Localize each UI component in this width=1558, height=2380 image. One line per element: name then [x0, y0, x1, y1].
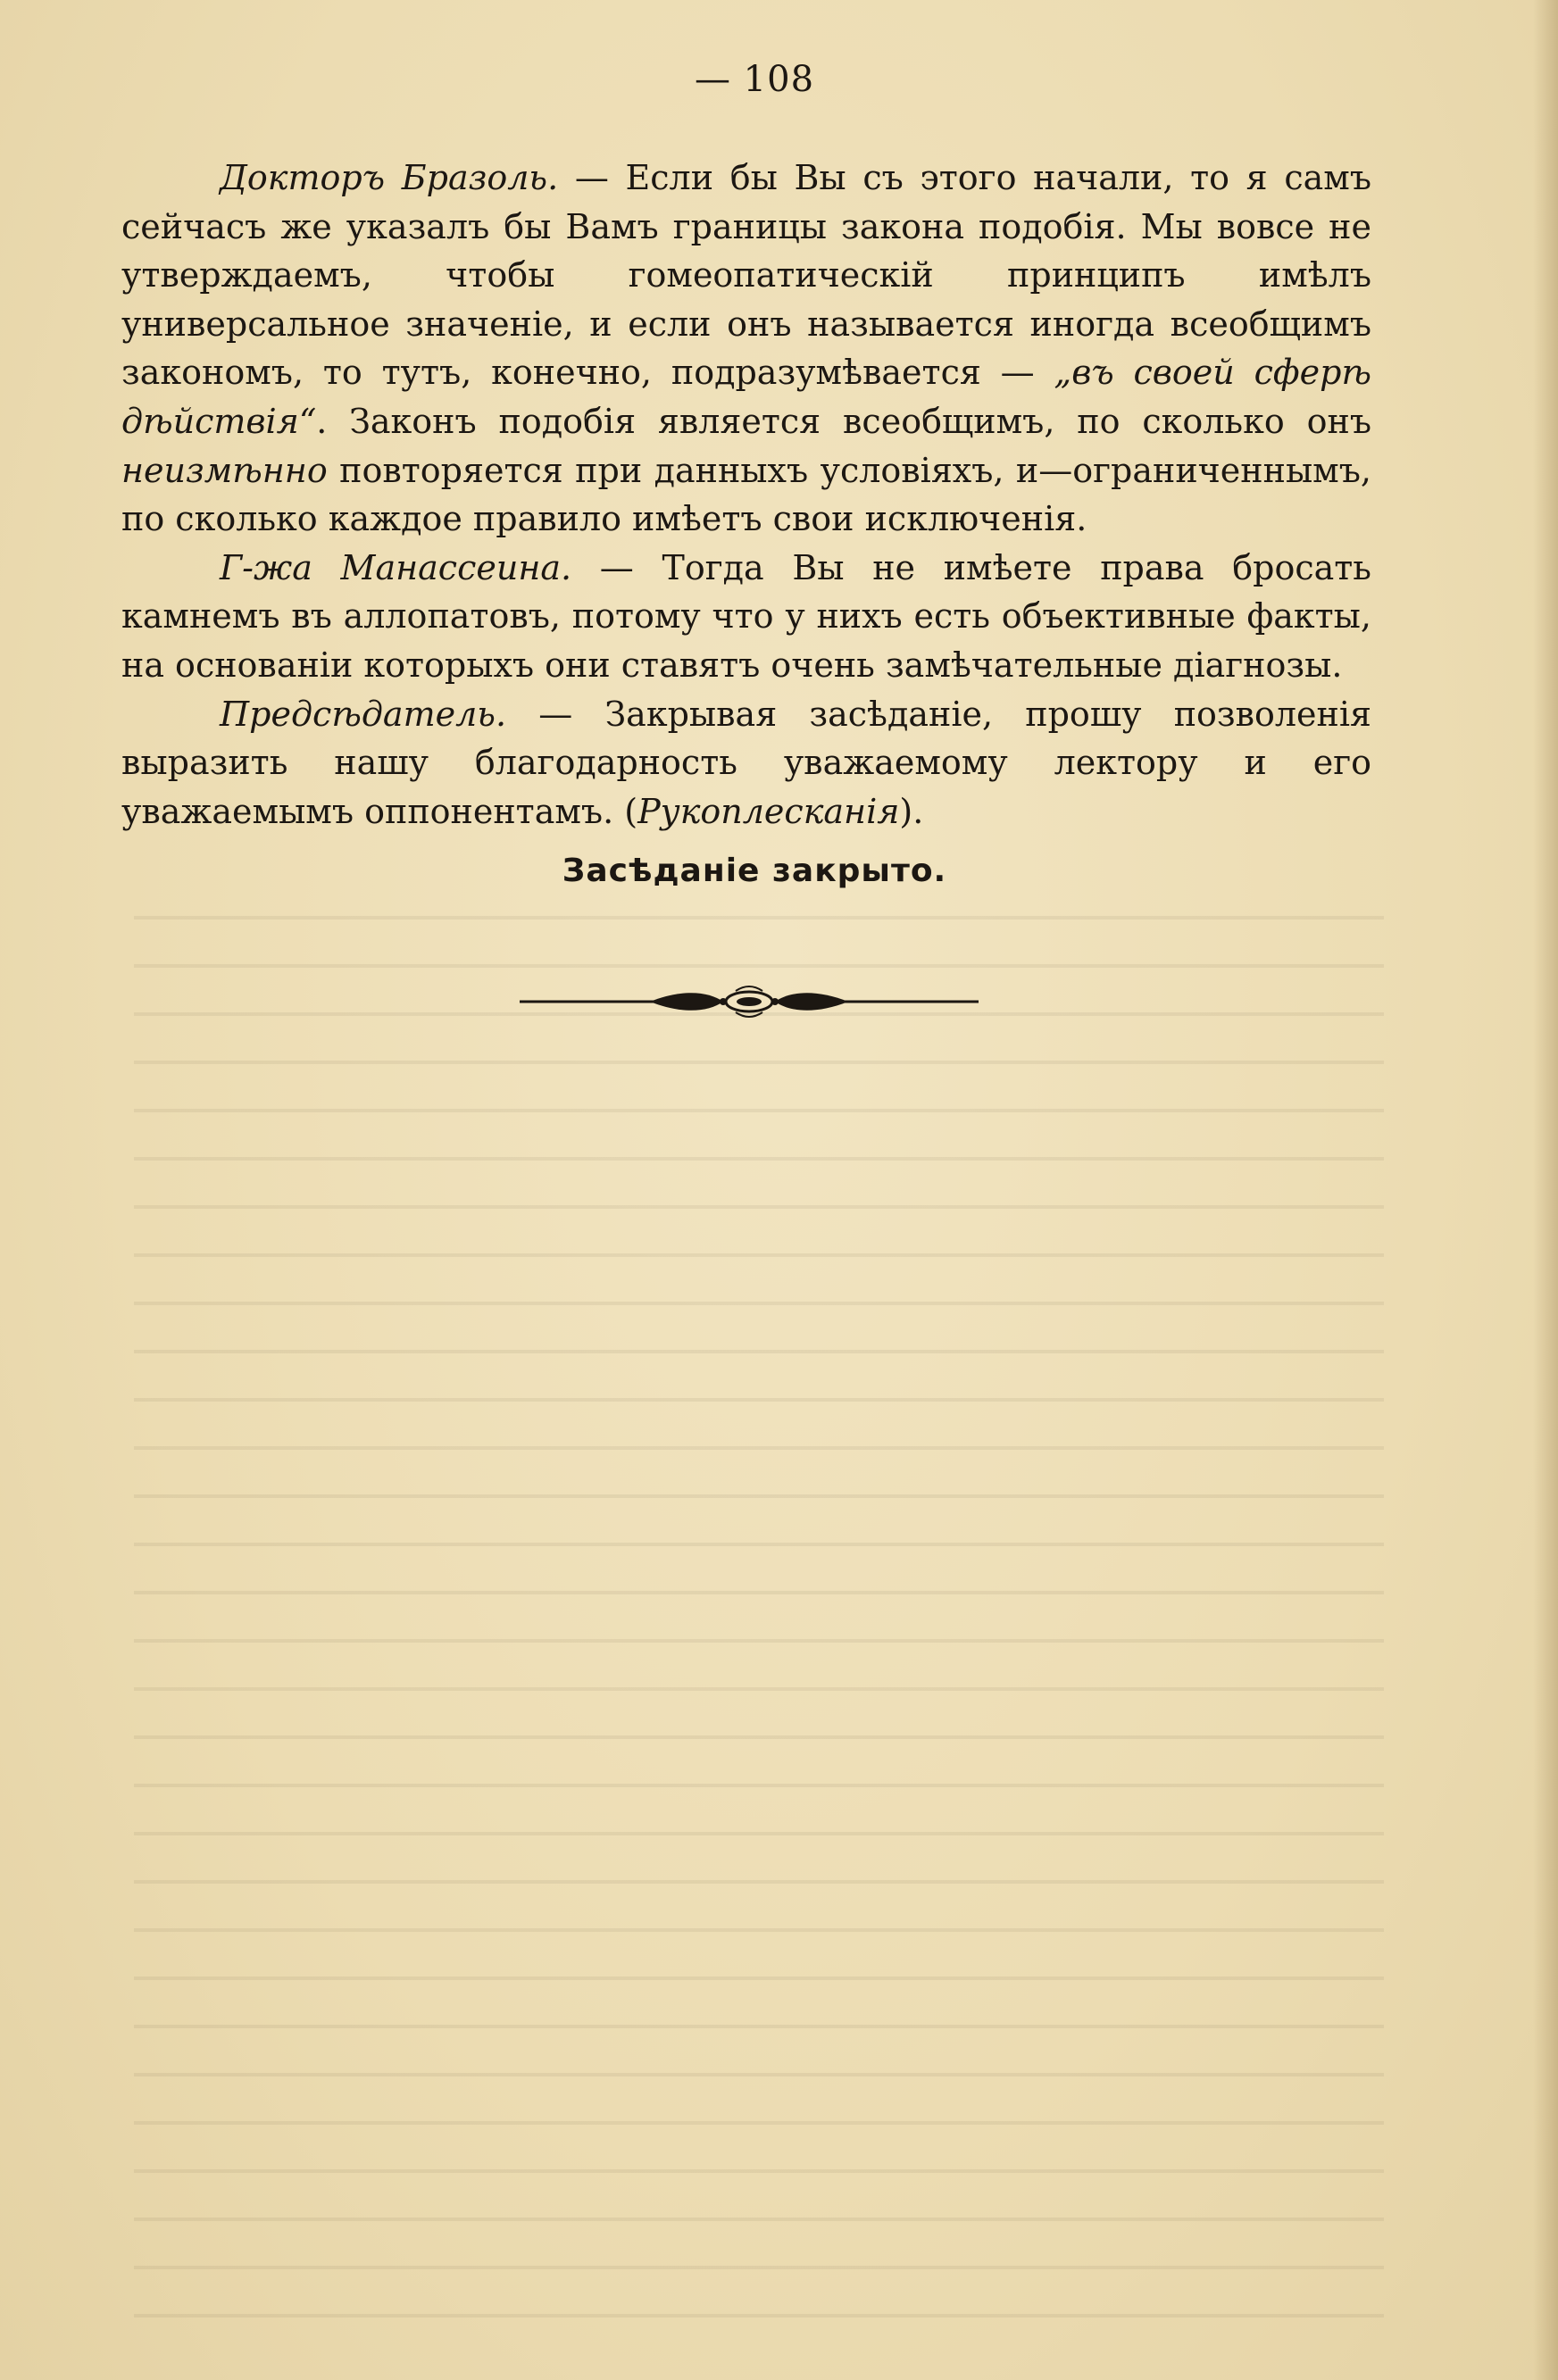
text-segment-italic: Рукоплесканія: [637, 791, 900, 831]
speaker-name: Докторъ Бразоль.: [220, 158, 559, 197]
text-segment-italic: „въ своей сферѣ дѣйствія“: [121, 353, 1371, 441]
paragraph-brazol: [121, 154, 1371, 544]
text-segment: — Закрывая засѣданіе, прошу позволенія выразить нашу благодарность уважаемому лектору и его уважаемымъ оппонентамъ. (: [121, 694, 1371, 831]
speaker-name: Г-жа Манассеина.: [220, 547, 572, 587]
show-through-text: [134, 884, 1384, 2330]
text-segment: — Тогда Вы не имѣете права бросать камнемъ въ аллопатовъ, потому что у нихъ есть объективные факты, на основаніи которыхъ они ставятъ очень замѣчательные діагнозы.: [121, 547, 1371, 685]
paragraph-chairman: [121, 690, 1371, 836]
page-edge-shadow: [1533, 0, 1558, 2380]
page-number: — 108: [694, 59, 815, 100]
text-segment: . Законъ подобія является всеобщимъ, по сколько онъ: [316, 401, 1371, 441]
text-segment-italic: неизмѣнно: [121, 450, 328, 490]
decorative-rule-ornament: [516, 984, 982, 1019]
text-segment: ).: [899, 791, 924, 831]
text-segment: повторяется при данныхъ условіяхъ, и—ограниченнымъ, по сколько каждое правило имѣетъ свои исключенія.: [121, 450, 1371, 539]
speaker-name: Предсѣдатель.: [220, 694, 507, 734]
session-closed-heading: Засѣданіе закрыто.: [562, 853, 947, 889]
paragraph-manasseina: [121, 544, 1371, 690]
text-segment: — Если бы Вы съ этого начали, то я самъ сейчасъ же указалъ бы Вамъ границы закона подобія. Мы вовсе не утверждаемъ, чтобы гомеопатическій принципъ имѣлъ универсальное значеніе, и если онъ называется иногда всеобщимъ закономъ, то тутъ, конечно, подразумѣвается —: [121, 158, 1372, 393]
body-text: [121, 154, 1371, 836]
